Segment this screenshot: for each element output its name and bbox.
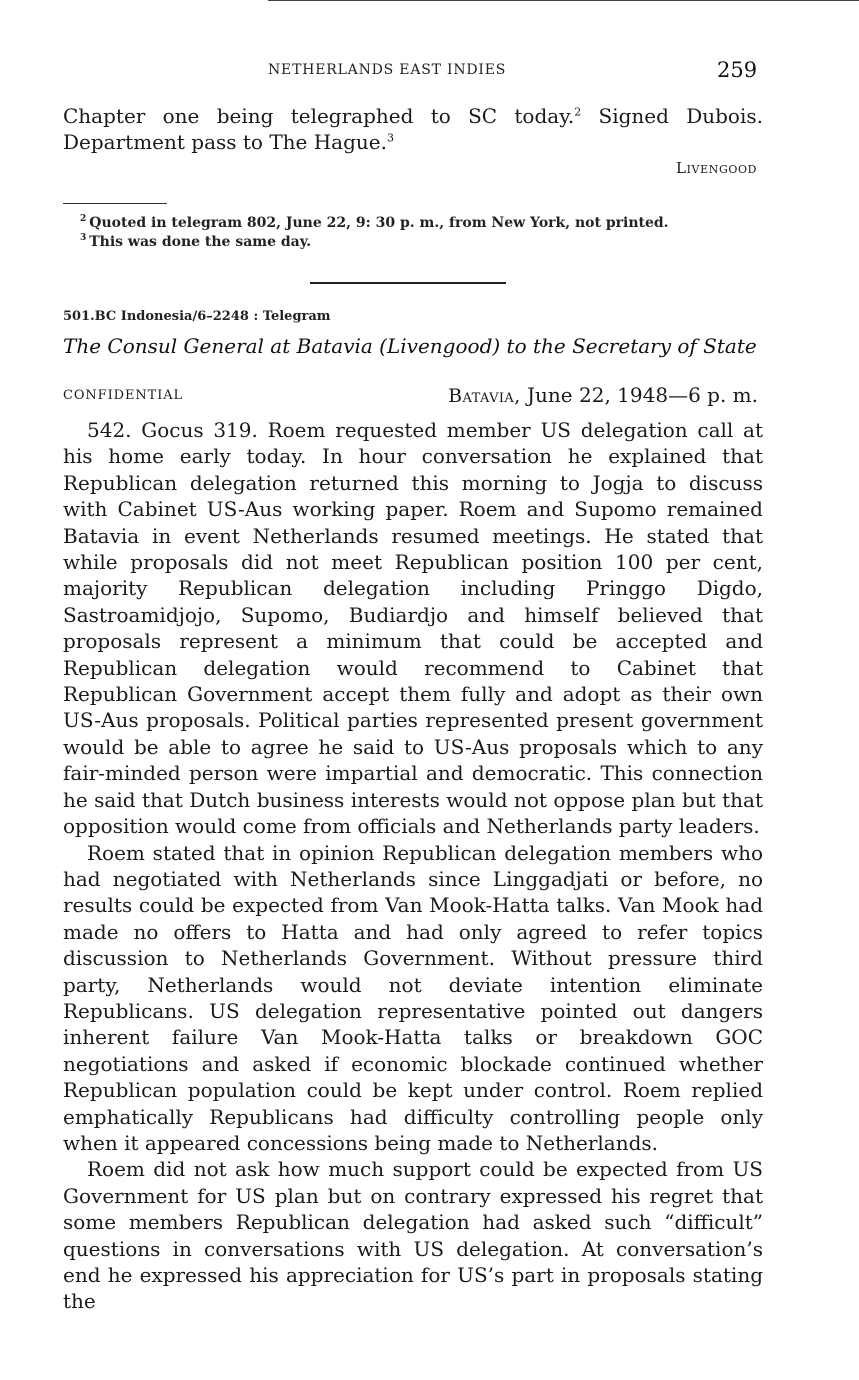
dateline-place: Batavia, <box>448 385 521 407</box>
footnote-3 <box>80 233 760 252</box>
footnote-text: Quoted in telegram 802, June 22, 9: 30 p. m., from New York, not printed. <box>89 215 669 231</box>
body-paragraph: 542. Gocus 319. Roem requested member US delegation call at his home early today. In hour conversation he explained that Republican delegation returned this morning to Jogja to discuss with Cabinet US-Aus working paper. Roem and Supomo remained Batavia in event Netherlands resumed meetings. He stated that while proposals did not meet Republican position 100 per cent, majority Republican delegation including Pringgo Digdo, Sastroamidjojo, Supomo, Budiardjo and himself believed that proposals represent a minimum that could be accepted and Republican delegation would recommend to Cabinet that Republican Government accept them fully and adopt as their own US-Aus proposals. Political parties represented present government would be able to agree he said to US-Aus proposals which to any fair-minded person were impartial and democratic. This connection he said that Dutch business interests would not oppose plan but that opposition would come from officials and Netherlands party leaders. <box>63 418 763 839</box>
footnote-ref-2[interactable]: 2 <box>574 105 582 119</box>
section-divider <box>310 282 506 284</box>
telegram-body <box>63 417 763 1315</box>
document-title: The Consul General at Batavia (Livengood) to the Secretary of State <box>63 334 757 358</box>
footnotes <box>80 214 760 252</box>
top-rule <box>268 0 859 1</box>
footnote-2 <box>80 214 760 233</box>
body-paragraph: Roem did not ask how much support could be expected from US Government for US plan but on contrary expressed his regret that some members Republican delegation had asked such “difficult” questions in conversations with US delegation. At conversation’s end he expressed his appreciation for US’s part in proposals stating the <box>63 1157 763 1314</box>
file-reference: 501.BC Indonesia/6–2248 : Telegram <box>63 309 331 324</box>
footnote-mark: 3 <box>80 233 87 244</box>
dateline-date: June 22, 1948—6 p. m. <box>520 383 758 407</box>
classification-label: CONFIDENTIAL <box>63 388 184 403</box>
footnote-rule <box>63 203 167 204</box>
signature: Livengood <box>676 159 757 177</box>
footnote-mark: 2 <box>80 214 87 225</box>
dateline <box>448 383 758 407</box>
body-paragraph: Roem stated that in opinion Republican delegation members who had negotiated with Netherlands since Linggadjati or before, no results could be expected from Van Mook-Hatta talks. Van Mook had made no offers to Hatta and had only agreed to refer topics discussion to Netherlands Government. Without pressure third party, Netherlands would not deviate intention eliminate Republicans. US delegation representative pointed out dangers inherent failure Van Mook-Hatta talks or breakdown GOC negotiations and asked if economic blockade continued whether Republican population could be kept under control. Roem replied emphatically Republicans had difficulty controlling people only when it appeared concessions being made to Netherlands. <box>63 840 763 1155</box>
continuation-text: Chapter one being telegraphed to SC today. <box>63 104 575 128</box>
footnote-text: This was done the same day. <box>89 234 312 250</box>
continuation-paragraph <box>63 103 763 155</box>
footnote-ref-3[interactable]: 3 <box>386 131 394 145</box>
page-number: 259 <box>717 58 758 82</box>
running-header: NETHERLANDS EAST INDIES <box>268 62 507 78</box>
continuation-text-mid: Signed Dubois. Department pass to The Hague. <box>63 104 763 154</box>
